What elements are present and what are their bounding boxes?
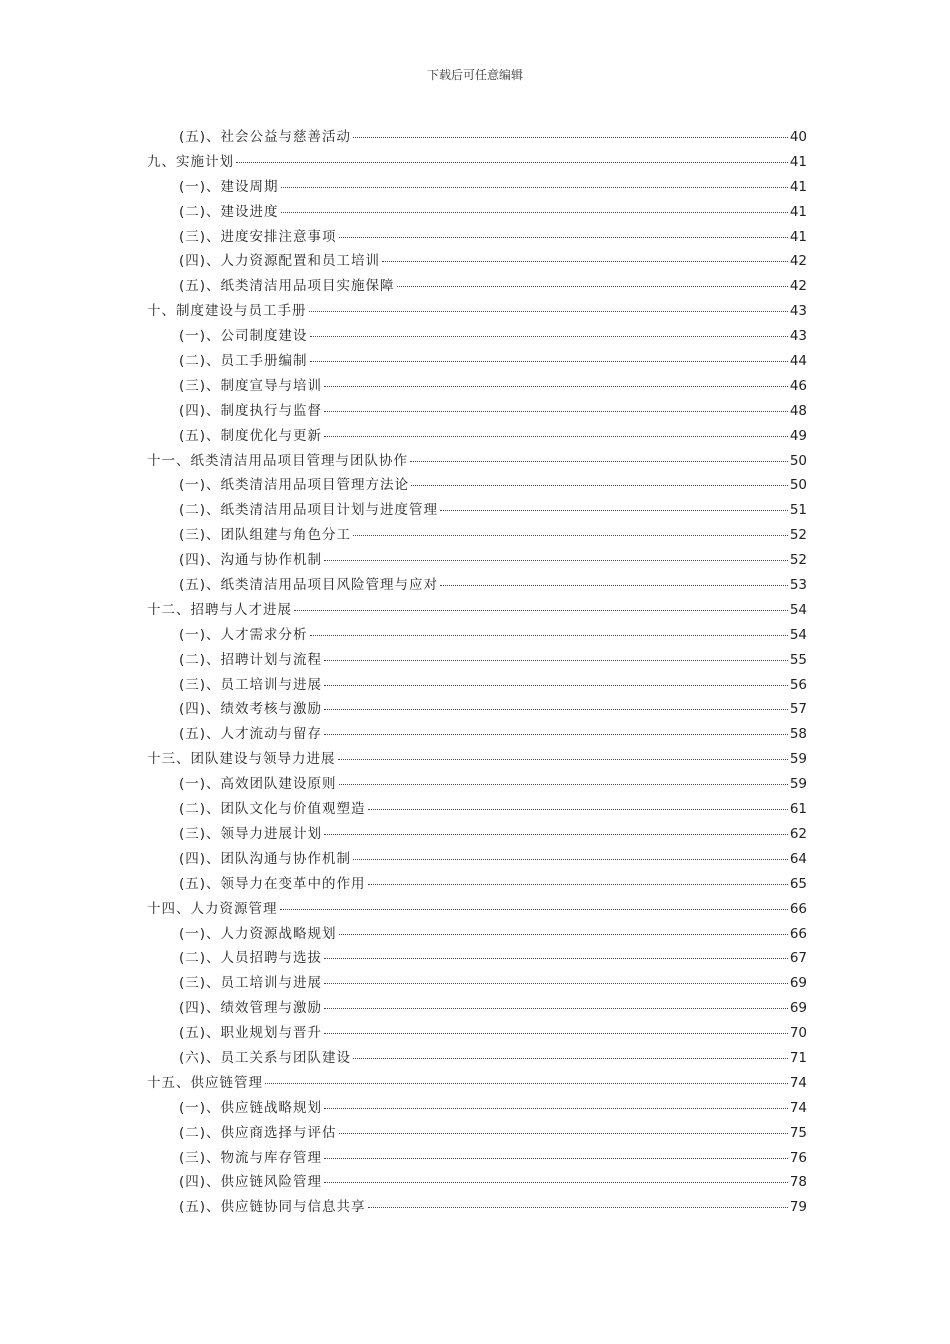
toc-section-entry[interactable] bbox=[147, 424, 807, 449]
toc-entry-title: (五)、制度优化与更新 bbox=[179, 427, 323, 444]
toc-entry-title: (六)、员工关系与团队建设 bbox=[179, 1049, 352, 1066]
toc-entry-page-number: 41 bbox=[789, 203, 807, 220]
toc-entry-title: (二)、团队文化与价值观塑造 bbox=[179, 801, 366, 818]
toc-dot-leader bbox=[410, 461, 788, 462]
toc-entry-title: (二)、人员招聘与选拔 bbox=[179, 950, 323, 967]
toc-dot-leader bbox=[411, 485, 788, 486]
toc-entry-page-number: 41 bbox=[789, 153, 807, 170]
toc-dot-leader bbox=[353, 137, 788, 138]
toc-section-entry[interactable] bbox=[147, 697, 807, 722]
toc-entry-title: 十四、人力资源管理 bbox=[147, 900, 278, 917]
toc-section-entry[interactable] bbox=[147, 374, 807, 399]
toc-entry-page-number: 42 bbox=[789, 278, 807, 295]
toc-entry-title: (五)、领导力在变革中的作用 bbox=[179, 875, 366, 892]
toc-entry-page-number: 54 bbox=[789, 626, 807, 643]
toc-dot-leader bbox=[324, 560, 788, 561]
toc-section-entry[interactable] bbox=[147, 473, 807, 498]
toc-entry-page-number: 54 bbox=[789, 601, 807, 618]
toc-section-entry[interactable] bbox=[147, 1121, 807, 1146]
toc-entry-title: 十一、纸类清洁用品项目管理与团队协作 bbox=[147, 452, 408, 469]
toc-section-entry[interactable] bbox=[147, 125, 807, 150]
toc-dot-leader bbox=[368, 809, 788, 810]
toc-dot-leader bbox=[339, 237, 788, 238]
toc-dot-leader bbox=[324, 734, 788, 735]
toc-dot-leader bbox=[324, 1158, 788, 1159]
toc-dot-leader bbox=[368, 884, 788, 885]
toc-entry-page-number: 70 bbox=[789, 1025, 807, 1042]
toc-entry-title: (一)、高效团队建设原则 bbox=[179, 776, 337, 793]
toc-entry-title: (五)、纸类清洁用品项目风险管理与应对 bbox=[179, 577, 439, 594]
toc-entry-title: (四)、制度执行与监督 bbox=[179, 402, 323, 419]
toc-entry-page-number: 61 bbox=[789, 801, 807, 818]
toc-section-entry[interactable] bbox=[147, 1146, 807, 1171]
toc-dot-leader bbox=[382, 261, 788, 262]
toc-entry-title: (一)、供应链战略规划 bbox=[179, 1099, 323, 1116]
toc-entry-title: (五)、供应链协同与信息共享 bbox=[179, 1199, 366, 1216]
toc-section-entry[interactable] bbox=[147, 673, 807, 698]
toc-section-entry[interactable] bbox=[147, 175, 807, 200]
toc-entry-page-number: 52 bbox=[789, 552, 807, 569]
toc-dot-leader bbox=[368, 1207, 788, 1208]
toc-section-entry[interactable] bbox=[147, 1046, 807, 1071]
toc-section-entry[interactable] bbox=[147, 847, 807, 872]
toc-entry-title: (二)、纸类清洁用品项目计划与进度管理 bbox=[179, 502, 439, 519]
toc-dot-leader bbox=[324, 386, 788, 387]
toc-entry-page-number: 74 bbox=[789, 1099, 807, 1116]
toc-entry-page-number: 46 bbox=[789, 377, 807, 394]
toc-dot-leader bbox=[339, 934, 788, 935]
toc-section-entry[interactable] bbox=[147, 1021, 807, 1046]
toc-entry-page-number: 79 bbox=[789, 1199, 807, 1216]
toc-entry-title: 十二、招聘与人才进展 bbox=[147, 601, 292, 618]
toc-entry-page-number: 67 bbox=[789, 950, 807, 967]
toc-entry-page-number: 69 bbox=[789, 975, 807, 992]
toc-dot-leader bbox=[338, 759, 788, 760]
toc-dot-leader bbox=[280, 909, 788, 910]
toc-entry-page-number: 74 bbox=[789, 1074, 807, 1091]
toc-entry-title: (五)、纸类清洁用品项目实施保障 bbox=[179, 278, 395, 295]
toc-section-entry[interactable] bbox=[147, 324, 807, 349]
page-header: 下载后可任意编辑 bbox=[426, 68, 523, 82]
toc-entry-page-number: 52 bbox=[789, 527, 807, 544]
toc-entry-title: (三)、物流与库存管理 bbox=[179, 1149, 323, 1166]
toc-entry-title: 九、实施计划 bbox=[147, 153, 234, 170]
toc-dot-leader bbox=[324, 1182, 788, 1183]
toc-entry-title: (一)、人力资源战略规划 bbox=[179, 925, 337, 942]
toc-dot-leader bbox=[339, 784, 788, 785]
toc-section-entry[interactable] bbox=[147, 399, 807, 424]
toc-entry-page-number: 50 bbox=[789, 477, 807, 494]
toc-entry-page-number: 41 bbox=[789, 228, 807, 245]
toc-entry-page-number: 75 bbox=[789, 1124, 807, 1141]
toc-section-entry[interactable] bbox=[147, 225, 807, 250]
toc-dot-leader bbox=[236, 162, 788, 163]
toc-entry-page-number: 48 bbox=[789, 402, 807, 419]
toc-entry-title: (四)、人力资源配置和员工培训 bbox=[179, 253, 381, 270]
toc-section-entry[interactable] bbox=[147, 1170, 807, 1195]
toc-dot-leader bbox=[324, 834, 788, 835]
toc-entry-title: (三)、团队组建与角色分工 bbox=[179, 527, 352, 544]
toc-chapter-entry[interactable] bbox=[147, 299, 807, 324]
toc-dot-leader bbox=[324, 660, 788, 661]
toc-dot-leader bbox=[324, 685, 788, 686]
toc-entry-title: (三)、进度安排注意事项 bbox=[179, 228, 337, 245]
toc-entry-page-number: 56 bbox=[789, 676, 807, 693]
toc-entry-page-number: 41 bbox=[789, 178, 807, 195]
toc-entry-title: (一)、公司制度建设 bbox=[179, 328, 308, 345]
toc-entry-title: 十五、供应链管理 bbox=[147, 1074, 263, 1091]
toc-section-entry[interactable] bbox=[147, 922, 807, 947]
toc-section-entry[interactable] bbox=[147, 548, 807, 573]
toc-dot-leader bbox=[339, 1133, 788, 1134]
toc-entry-title: (二)、建设进度 bbox=[179, 203, 279, 220]
toc-dot-leader bbox=[324, 1008, 788, 1009]
toc-dot-leader bbox=[440, 510, 788, 511]
toc-chapter-entry[interactable] bbox=[147, 897, 807, 922]
toc-entry-page-number: 66 bbox=[789, 925, 807, 942]
toc-section-entry[interactable] bbox=[147, 1195, 807, 1220]
toc-entry-page-number: 64 bbox=[789, 850, 807, 867]
toc-chapter-entry[interactable] bbox=[147, 1071, 807, 1096]
toc-section-entry[interactable] bbox=[147, 249, 807, 274]
toc-section-entry[interactable] bbox=[147, 996, 807, 1021]
toc-section-entry[interactable] bbox=[147, 872, 807, 897]
toc-entry-page-number: 58 bbox=[789, 726, 807, 743]
toc-section-entry[interactable] bbox=[147, 349, 807, 374]
toc-section-entry[interactable] bbox=[147, 274, 807, 299]
toc-entry-title: (二)、招聘计划与流程 bbox=[179, 651, 323, 668]
toc-entry-page-number: 44 bbox=[789, 353, 807, 370]
toc-entry-page-number: 42 bbox=[789, 253, 807, 270]
toc-section-entry[interactable] bbox=[147, 623, 807, 648]
toc-entry-title: (五)、职业规划与晋升 bbox=[179, 1025, 323, 1042]
toc-section-entry[interactable] bbox=[147, 648, 807, 673]
toc-entry-page-number: 55 bbox=[789, 651, 807, 668]
toc-section-entry[interactable] bbox=[147, 971, 807, 996]
toc-section-entry[interactable] bbox=[147, 772, 807, 797]
toc-entry-page-number: 59 bbox=[789, 776, 807, 793]
toc-dot-leader bbox=[310, 336, 788, 337]
toc-entry-title: (三)、制度宣导与培训 bbox=[179, 377, 323, 394]
toc-entry-page-number: 59 bbox=[789, 751, 807, 768]
toc-section-entry[interactable] bbox=[147, 797, 807, 822]
toc-entry-page-number: 57 bbox=[789, 701, 807, 718]
toc-dot-leader bbox=[265, 1083, 788, 1084]
toc-section-entry[interactable] bbox=[147, 946, 807, 971]
toc-entry-title: (二)、员工手册编制 bbox=[179, 353, 308, 370]
table-of-contents bbox=[147, 125, 807, 1220]
toc-entry-title: (一)、纸类清洁用品项目管理方法论 bbox=[179, 477, 410, 494]
toc-section-entry[interactable] bbox=[147, 822, 807, 847]
toc-section-entry[interactable] bbox=[147, 498, 807, 523]
toc-entry-page-number: 76 bbox=[789, 1149, 807, 1166]
toc-entry-title: (三)、员工培训与进展 bbox=[179, 975, 323, 992]
toc-dot-leader bbox=[353, 535, 788, 536]
toc-dot-leader bbox=[324, 983, 788, 984]
toc-dot-leader bbox=[324, 411, 788, 412]
toc-entry-title: (三)、员工培训与进展 bbox=[179, 676, 323, 693]
toc-entry-page-number: 62 bbox=[789, 825, 807, 842]
toc-dot-leader bbox=[353, 859, 788, 860]
toc-entry-page-number: 66 bbox=[789, 900, 807, 917]
toc-chapter-entry[interactable] bbox=[147, 747, 807, 772]
toc-chapter-entry[interactable] bbox=[147, 598, 807, 623]
toc-entry-page-number: 43 bbox=[789, 328, 807, 345]
toc-entry-page-number: 71 bbox=[789, 1049, 807, 1066]
toc-dot-leader bbox=[324, 1033, 788, 1034]
toc-entry-page-number: 43 bbox=[789, 303, 807, 320]
toc-entry-title: (五)、社会公益与慈善活动 bbox=[179, 129, 352, 145]
toc-entry-title: (五)、人才流动与留存 bbox=[179, 726, 323, 743]
toc-dot-leader bbox=[310, 361, 788, 362]
toc-dot-leader bbox=[324, 436, 788, 437]
toc-dot-leader bbox=[324, 709, 788, 710]
toc-dot-leader bbox=[294, 610, 788, 611]
toc-entry-title: 十、制度建设与员工手册 bbox=[147, 303, 307, 320]
toc-dot-leader bbox=[397, 286, 788, 287]
toc-section-entry[interactable] bbox=[147, 573, 807, 598]
toc-entry-title: (二)、供应商选择与评估 bbox=[179, 1124, 337, 1141]
toc-entry-page-number: 51 bbox=[789, 502, 807, 519]
toc-entry-page-number: 53 bbox=[789, 577, 807, 594]
toc-entry-page-number: 49 bbox=[789, 427, 807, 444]
toc-chapter-entry[interactable] bbox=[147, 449, 807, 474]
toc-entry-page-number: 50 bbox=[789, 452, 807, 469]
toc-dot-leader bbox=[440, 585, 788, 586]
toc-chapter-entry[interactable] bbox=[147, 150, 807, 175]
toc-entry-page-number: 78 bbox=[789, 1174, 807, 1191]
toc-dot-leader bbox=[281, 212, 788, 213]
toc-dot-leader bbox=[310, 635, 788, 636]
toc-entry-page-number: 65 bbox=[789, 875, 807, 892]
toc-entry-title: (四)、团队沟通与协作机制 bbox=[179, 850, 352, 867]
toc-section-entry[interactable] bbox=[147, 1096, 807, 1121]
toc-dot-leader bbox=[324, 1108, 788, 1109]
toc-entry-title: (四)、供应链风险管理 bbox=[179, 1174, 323, 1191]
toc-section-entry[interactable] bbox=[147, 722, 807, 747]
toc-entry-title: 十三、团队建设与领导力进展 bbox=[147, 751, 336, 768]
toc-section-entry[interactable] bbox=[147, 200, 807, 225]
toc-dot-leader bbox=[324, 958, 788, 959]
toc-entry-page-number: 69 bbox=[789, 1000, 807, 1017]
toc-entry-title: (四)、绩效管理与激励 bbox=[179, 1000, 323, 1017]
toc-entry-title: (一)、人才需求分析 bbox=[179, 626, 308, 643]
toc-entry-title: (三)、领导力进展计划 bbox=[179, 825, 323, 842]
toc-dot-leader bbox=[309, 311, 788, 312]
toc-entry-page-number: 40 bbox=[789, 129, 807, 145]
toc-entry-title: (四)、沟通与协作机制 bbox=[179, 552, 323, 569]
toc-entry-title: (一)、建设周期 bbox=[179, 178, 279, 195]
toc-dot-leader bbox=[353, 1058, 788, 1059]
toc-entry-title: (四)、绩效考核与激励 bbox=[179, 701, 323, 718]
toc-dot-leader bbox=[281, 187, 788, 188]
toc-section-entry[interactable] bbox=[147, 523, 807, 548]
